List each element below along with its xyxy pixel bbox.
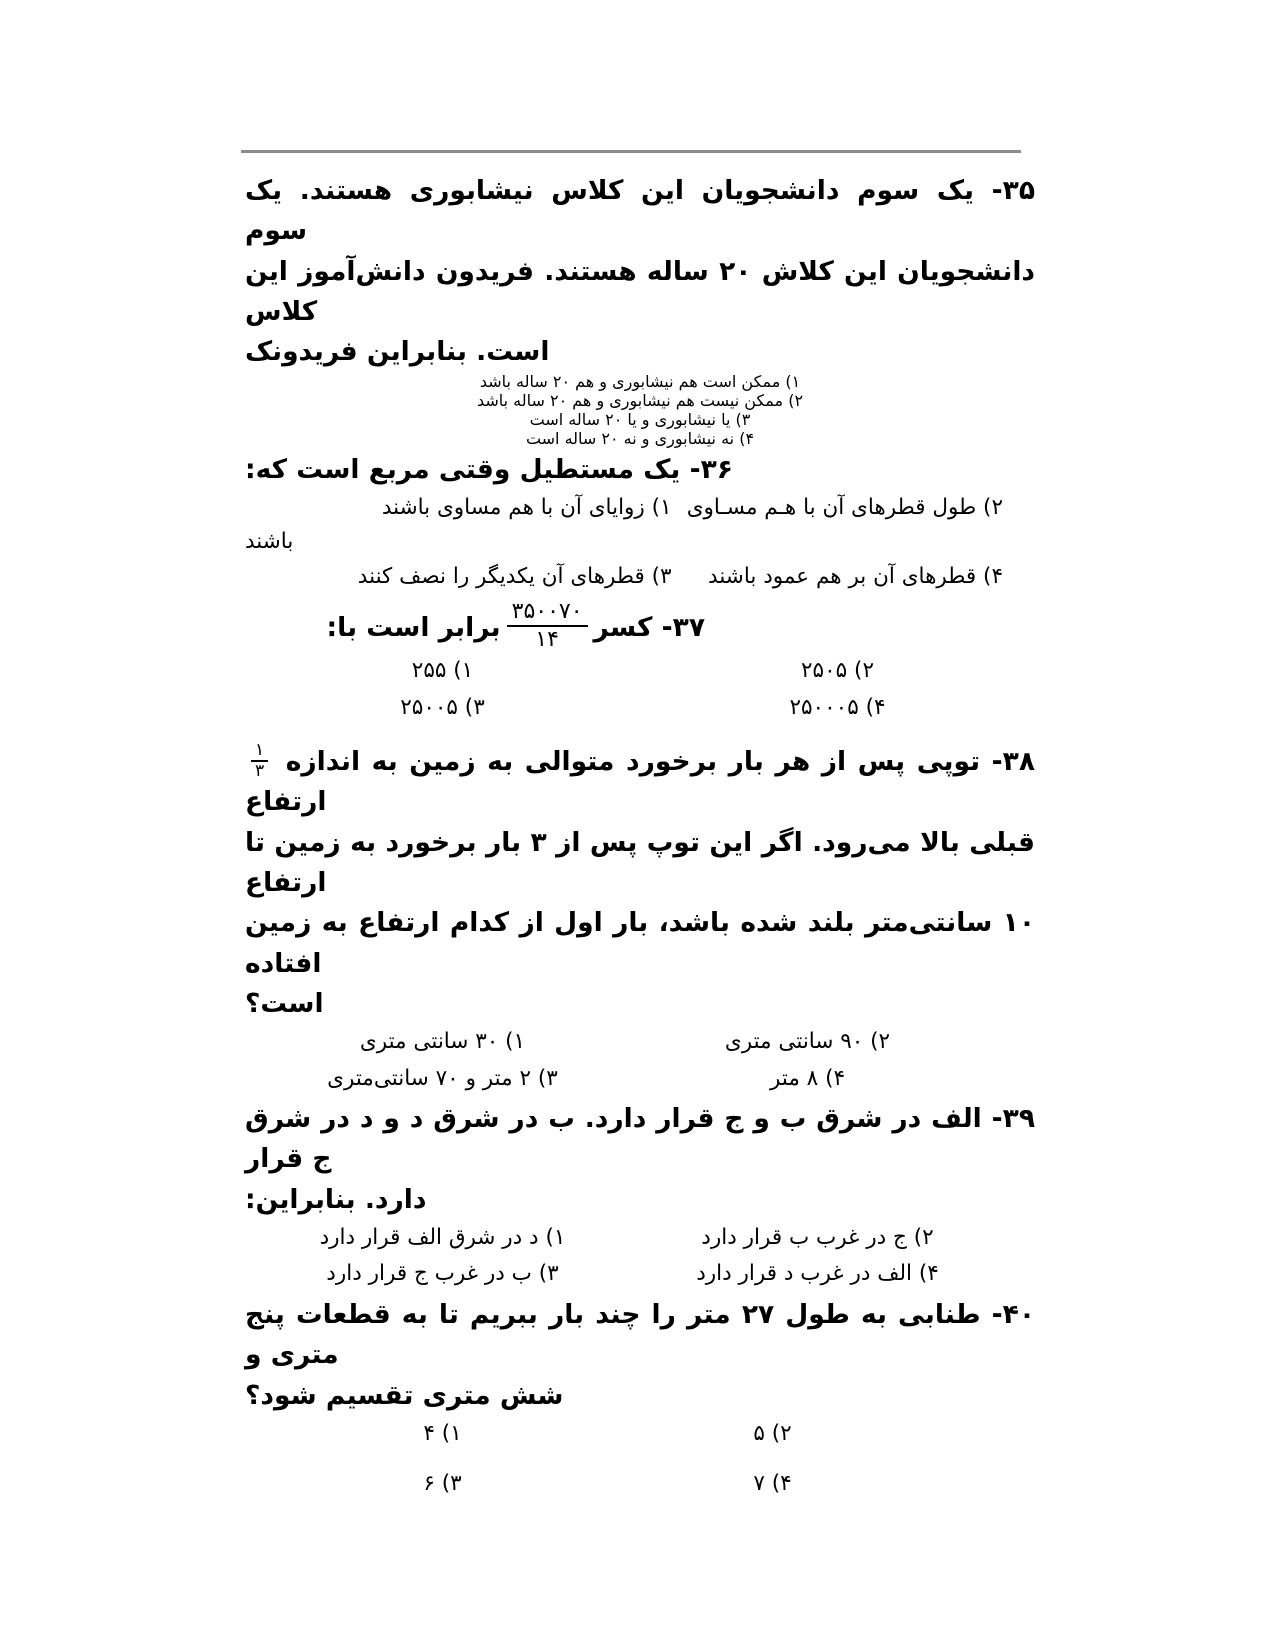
question-37-fraction-denominator: ۱۴ bbox=[507, 625, 588, 651]
question-37-option-2[interactable]: ۲) ۲۵۰۵ bbox=[801, 658, 874, 684]
question-37-label-before: ۳۷- کسر bbox=[593, 612, 705, 644]
question-37-option-1[interactable]: ۱) ۲۵۵ bbox=[411, 658, 474, 684]
question-37-option-3[interactable]: ۳) ۲۵۰۰۵ bbox=[400, 694, 485, 720]
question-38-options-row-2 bbox=[245, 1061, 1035, 1098]
question-37-label-after: برابر است با: bbox=[326, 612, 501, 644]
question-35 bbox=[245, 171, 1035, 448]
question-35-option-4[interactable]: ۴) نه نیشابوری و نه ۲۰ ساله است bbox=[525, 429, 755, 449]
question-36-option-1[interactable]: ۱) زوایای آن با هم مساوی باشند bbox=[381, 494, 672, 520]
question-36-options-row-2 bbox=[245, 560, 1035, 595]
question-39-stem-line-1: ۳۹- الف در شرق ب و ج قرار دارد. ب در شرق د و د در شرق ج قرار bbox=[245, 1103, 1035, 1175]
question-37-options-row-2 bbox=[245, 690, 1035, 727]
question-38-stem-post: ارتفاع bbox=[245, 786, 327, 818]
question-39-options-row-2 bbox=[245, 1256, 1035, 1293]
question-35-option-2[interactable]: ۲) ممکن نیست هم نیشابوری و هم ۲۰ ساله باشد bbox=[476, 391, 804, 411]
question-35-option-3[interactable]: ۳) یا نیشابوری و یا ۲۰ ساله است bbox=[529, 410, 751, 430]
spacer bbox=[245, 728, 1035, 742]
question-35-stem-line-1: ۳۵- یک سوم دانشجویان این کلاس نیشابوری هستند. یک سوم bbox=[245, 175, 1035, 247]
question-38 bbox=[245, 739, 1035, 1097]
question-39-stem bbox=[245, 1099, 1035, 1220]
question-36-option-4[interactable]: ۴) قطرهای آن بر هم عمود باشند bbox=[708, 564, 1003, 590]
question-40-stem bbox=[245, 1295, 1035, 1416]
question-40 bbox=[245, 1295, 1035, 1503]
question-36-option-2-continued: باشند bbox=[245, 529, 294, 555]
question-36-option-2[interactable]: ۲) طول قطرهای آن با هـم مسـاوی bbox=[686, 494, 1003, 520]
question-40-option-3[interactable]: ۳) ۶ bbox=[423, 1471, 462, 1497]
question-40-options-row-2 bbox=[245, 1466, 1035, 1503]
question-38-fraction-denominator: ۳ bbox=[251, 760, 268, 780]
question-36-options-row-1 bbox=[245, 491, 1035, 526]
question-36 bbox=[245, 450, 1035, 595]
question-38-stem-line-4: است؟ bbox=[245, 987, 324, 1019]
question-38-stem-pre: ۳۸- توپی پس از هر بار برخورد متوالی به زمین به اندازه bbox=[285, 746, 1035, 778]
question-38-option-1[interactable]: ۱) ۳۰ سانتی متری bbox=[359, 1029, 526, 1055]
question-39-option-4[interactable]: ۴) الف در غرب د قرار دارد bbox=[696, 1261, 939, 1287]
question-38-option-2[interactable]: ۲) ۹۰ سانتی متری bbox=[724, 1029, 891, 1055]
question-35-option-1[interactable]: ۱) ممکن است هم نیشابوری و هم ۲۰ ساله باشد bbox=[479, 372, 801, 392]
question-38-options-row-1 bbox=[245, 1024, 1035, 1061]
question-35-stem-line-2: دانشجویان این کلاش ۲۰ ساله هستند. فریدون دانش‌آموز این کلاس bbox=[245, 255, 1035, 327]
question-38-stem-line-2: قبلی بالا می‌رود. اگر این توپ پس از ۳ بار برخورد به زمین تا ارتفاع bbox=[245, 826, 1035, 898]
question-38-stem-line-1 bbox=[245, 739, 1035, 823]
question-38-fraction bbox=[251, 739, 268, 781]
question-37-fraction-numerator: ۳۵۰۰۷۰ bbox=[511, 599, 583, 625]
question-37-stem bbox=[245, 599, 1035, 653]
question-35-stem-line-3: است. بنابراین فریدونک bbox=[245, 336, 550, 368]
question-39-options-row-1 bbox=[245, 1220, 1035, 1257]
question-39 bbox=[245, 1099, 1035, 1293]
question-38-option-3[interactable]: ۳) ۲ متر و ۷۰ سانتی‌متری bbox=[327, 1065, 558, 1091]
question-38-stem bbox=[245, 739, 1035, 1024]
question-40-option-1[interactable]: ۱) ۴ bbox=[423, 1420, 462, 1446]
question-40-options-row-1 bbox=[245, 1416, 1035, 1453]
spacer bbox=[245, 1452, 1035, 1466]
question-40-stem-line-2: شش متری تقسیم شود؟ bbox=[245, 1379, 564, 1411]
question-40-option-4[interactable]: ۴) ۷ bbox=[753, 1471, 792, 1497]
question-40-stem-line-1: ۴۰- طنابی به طول ۲۷ متر را چند بار ببریم تا به قطعات پنج متری و bbox=[245, 1299, 1036, 1371]
question-37-fraction bbox=[507, 601, 588, 651]
question-36-stem: ۳۶- یک مستطیل وقتی مربع است که: bbox=[245, 454, 733, 486]
question-39-option-2[interactable]: ۲) ج در غرب ب قرار دارد bbox=[701, 1224, 934, 1250]
question-35-options bbox=[245, 372, 1035, 448]
question-39-stem-line-2: دارد. بنابراین: bbox=[245, 1183, 427, 1215]
question-37-options-row-1 bbox=[245, 653, 1035, 690]
header-divider bbox=[241, 150, 1021, 153]
question-40-option-2[interactable]: ۲) ۵ bbox=[753, 1420, 792, 1446]
question-35-stem bbox=[245, 171, 1035, 372]
question-38-fraction-numerator: ۱ bbox=[255, 739, 265, 760]
question-38-stem-line-3: ۱۰ سانتی‌متر بلند شده باشد، بار اول از کدام ارتفاع به زمین افتاده bbox=[245, 907, 1035, 979]
question-39-option-1[interactable]: ۱) د در شرق الف قرار دارد bbox=[319, 1224, 566, 1250]
question-37-option-4[interactable]: ۴) ۲۵۰۰۰۵ bbox=[789, 694, 886, 720]
questions-container bbox=[245, 171, 1035, 1503]
question-36-option-3[interactable]: ۳) قطرهای آن یکدیگر را نصف کنند bbox=[357, 564, 672, 590]
question-37-options bbox=[245, 653, 1035, 726]
question-38-option-4[interactable]: ۴) ۸ متر bbox=[769, 1065, 846, 1091]
question-39-option-3[interactable]: ۳) ب در غرب ج قرار دارد bbox=[326, 1261, 559, 1287]
question-37 bbox=[245, 599, 1035, 726]
